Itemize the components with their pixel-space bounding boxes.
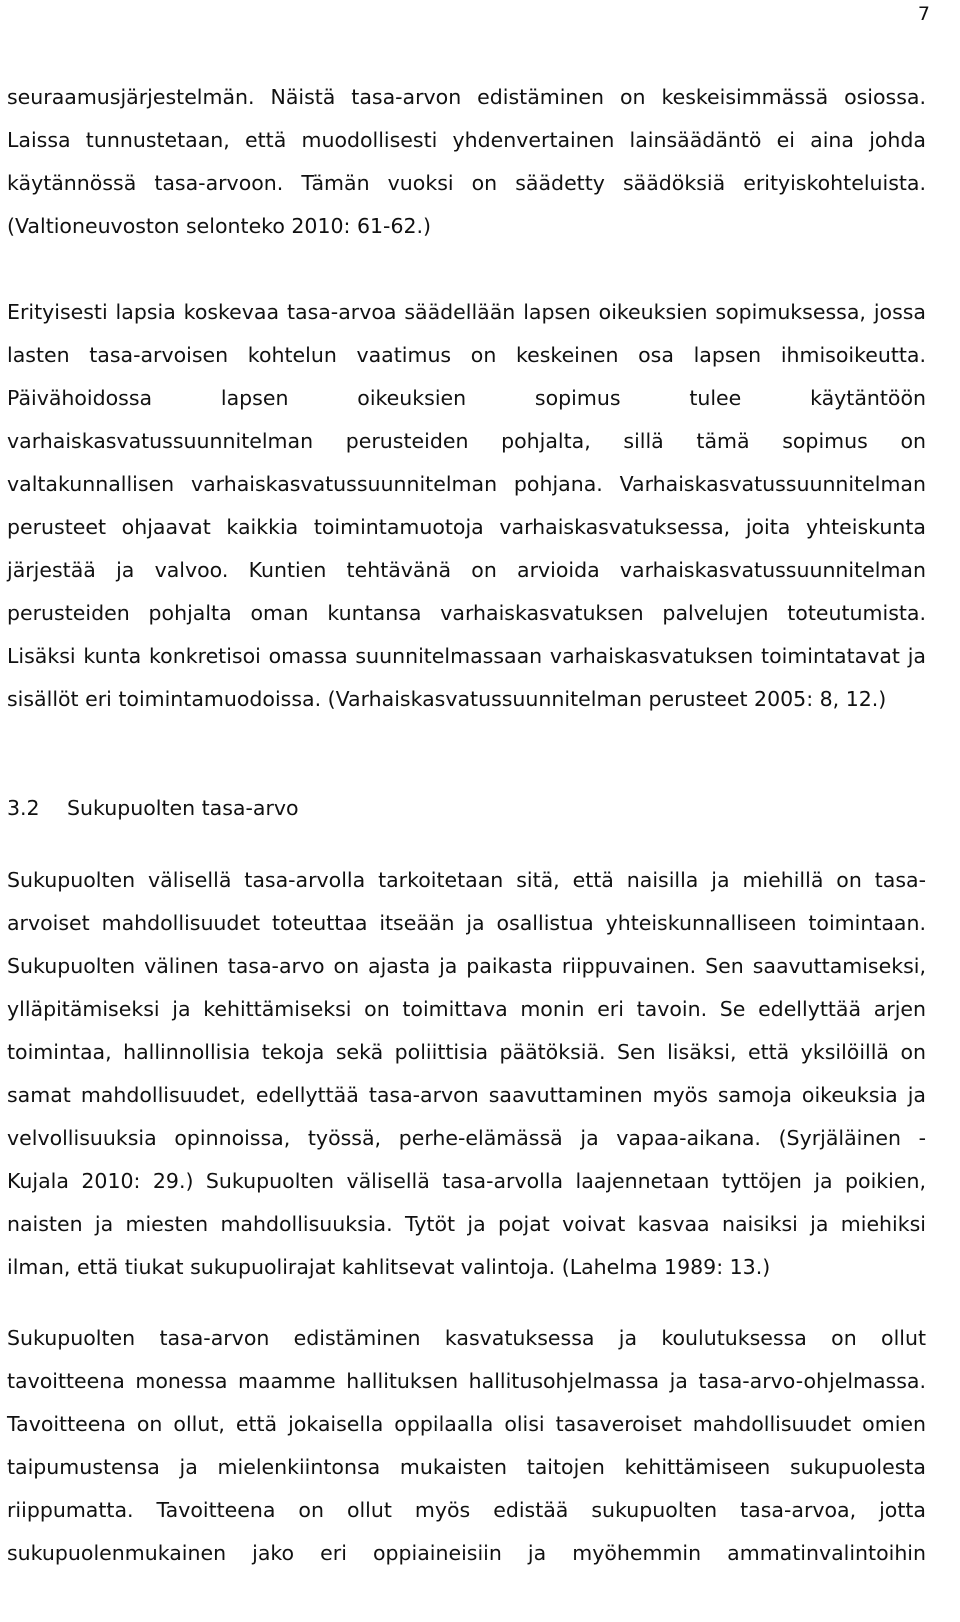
section-title: Sukupuolten tasa-arvo	[67, 796, 299, 820]
text-line: perusteet ohjaavat kaikkia toimintamuotoja varhaiskasvatuksessa, joita yhteiskunta	[7, 515, 926, 539]
text-line: velvollisuuksia opinnoissa, työssä, perhe-elämässä ja vapaa-aikana. (Syrjäläinen -	[7, 1126, 926, 1150]
text-line: Kujala 2010: 29.) Sukupuolten välisellä tasa-arvolla laajennetaan tyttöjen ja poikien,	[7, 1169, 926, 1193]
text-line: perusteiden pohjalta oman kuntansa varhaiskasvatuksen palvelujen toteutumista.	[7, 601, 926, 625]
text-line: samat mahdollisuudet, edellyttää tasa-arvon saavuttaminen myös samoja oikeuksia ja	[7, 1083, 926, 1107]
text-line: järjestää ja valvoo. Kuntien tehtävänä on arvioida varhaiskasvatussuunnitelman	[7, 558, 926, 582]
text-line: ylläpitämiseksi ja kehittämiseksi on toimittava monin eri tavoin. Se edellyttää arjen	[7, 997, 926, 1021]
text-line: tavoitteena monessa maamme hallituksen hallitusohjelmassa ja tasa-arvo-ohjelmassa.	[7, 1369, 926, 1393]
text-line: toimintaa, hallinnollisia tekoja sekä poliittisia päätöksiä. Sen lisäksi, että yksilöillä on	[7, 1040, 926, 1064]
text-line: Laissa tunnustetaan, että muodollisesti yhdenvertainen lainsäädäntö ei aina johda	[7, 128, 926, 152]
section-heading	[7, 794, 299, 822]
text-line: Sukupuolten tasa-arvon edistäminen kasvatuksessa ja koulutuksessa on ollut	[7, 1326, 926, 1350]
text-line: Lisäksi kunta konkretisoi omassa suunnitelmassaan varhaiskasvatuksen toimintatavat ja	[7, 644, 926, 668]
text-line: valtakunnallisen varhaiskasvatussuunnitelman pohjana. Varhaiskasvatussuunnitelman	[7, 472, 926, 496]
text-line: ilman, että tiukat sukupuolirajat kahlitsevat valintoja. (Lahelma 1989: 13.)	[7, 1255, 771, 1279]
text-line: Erityisesti lapsia koskevaa tasa-arvoa säädellään lapsen oikeuksien sopimuksessa, jossa	[7, 300, 926, 324]
text-line: Tavoitteena on ollut, että jokaisella oppilaalla olisi tasaveroiset mahdollisuudet omien	[7, 1412, 926, 1436]
text-line: seuraamusjärjestelmän. Näistä tasa-arvon edistäminen on keskeisimmässä osiossa.	[7, 85, 926, 109]
text-line: sisällöt eri toimintamuodoissa. (Varhaiskasvatussuunnitelman perusteet 2005: 8, 12.)	[7, 687, 887, 711]
text-line: naisten ja miesten mahdollisuuksia. Tytöt ja pojat voivat kasvaa naisiksi ja miehiksi	[7, 1212, 926, 1236]
text-line: riippumatta. Tavoitteena on ollut myös edistää sukupuolten tasa-arvoa, jotta	[7, 1498, 926, 1522]
text-line: varhaiskasvatussuunnitelman perusteiden pohjalta, sillä tämä sopimus on	[7, 429, 926, 453]
section-number: 3.2	[7, 796, 40, 820]
text-line: Sukupuolten välisellä tasa-arvolla tarkoitetaan sitä, että naisilla ja miehillä on tasa-	[7, 868, 926, 892]
text-line: lasten tasa-arvoisen kohtelun vaatimus on keskeinen osa lapsen ihmisoikeutta.	[7, 343, 926, 367]
text-line: Sukupuolten välinen tasa-arvo on ajasta ja paikasta riippuvainen. Sen saavuttamiseksi,	[7, 954, 926, 978]
page-number: 7	[917, 3, 930, 25]
text-line: Päivähoidossa lapsen oikeuksien sopimus tulee käytäntöön	[7, 386, 926, 410]
text-line: taipumustensa ja mielenkiintonsa mukaisten taitojen kehittämiseen sukupuolesta	[7, 1455, 926, 1479]
text-line: arvoiset mahdollisuudet toteuttaa itseään ja osallistua yhteiskunnalliseen toimintaan.	[7, 911, 926, 935]
text-line: sukupuolenmukainen jako eri oppiaineisiin ja myöhemmin ammatinvalintoihin	[7, 1541, 926, 1565]
text-line: käytännössä tasa-arvoon. Tämän vuoksi on säädetty säädöksiä erityiskohteluista.	[7, 171, 926, 195]
text-line: (Valtioneuvoston selonteko 2010: 61-62.)	[7, 214, 432, 238]
